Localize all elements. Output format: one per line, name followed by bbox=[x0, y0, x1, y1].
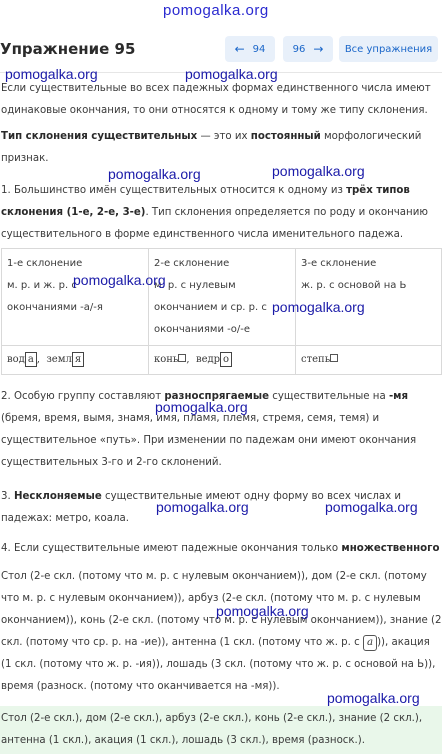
all-exercises-button[interactable] bbox=[339, 36, 438, 62]
site-watermark[interactable]: pomogalka.org bbox=[325, 499, 418, 515]
term-heteroclitic: разноспрягаемые bbox=[164, 391, 269, 402]
table-row bbox=[2, 249, 442, 346]
ending-box: о bbox=[220, 352, 232, 367]
site-watermark[interactable]: pomogalka.org bbox=[155, 399, 248, 415]
ending-box: я bbox=[72, 352, 84, 367]
site-watermark[interactable]: pomogalka.org bbox=[5, 66, 98, 82]
ending-box: а bbox=[25, 352, 37, 367]
rule-4-text-a: 4. Если существительные имеют падежные окончания только bbox=[1, 543, 342, 554]
next-exercise-button[interactable] bbox=[283, 36, 333, 62]
example-word-stem: земл bbox=[46, 354, 72, 365]
site-watermark[interactable]: pomogalka.org bbox=[327, 690, 420, 706]
intro-paragraph-1 bbox=[1, 78, 442, 122]
all-exercises-label: Все упражнения bbox=[344, 43, 433, 55]
example-word-stem: конь bbox=[154, 354, 179, 365]
zero-ending-box bbox=[330, 354, 338, 362]
arrow-right-icon: → bbox=[313, 42, 324, 56]
solution-text-b: )), акация (1 скл. (потому что ж. р. -ия)), лошадь (3 скл. (потому что ж. р. с основой на Ь)), время (разноск. (потому что оканчивается на -мя)). bbox=[1, 637, 436, 692]
solution-paragraph bbox=[1, 566, 442, 698]
table-header-2nd: 2-е склонение bbox=[154, 258, 230, 269]
example-word-stem: степь bbox=[301, 354, 331, 365]
table-header-1st: 1-е склонение bbox=[7, 258, 83, 269]
site-watermark[interactable]: pomogalka.org bbox=[272, 299, 365, 315]
site-watermark[interactable]: pomogalka.org bbox=[185, 66, 278, 82]
table-row bbox=[2, 346, 442, 375]
site-watermark[interactable]: pomogalka.org bbox=[272, 163, 365, 179]
exercise-header bbox=[0, 30, 442, 68]
declension-table bbox=[1, 248, 442, 375]
intro-text-2a: — это их bbox=[197, 131, 251, 142]
intro-text-1: Если существительные во всех падежных формах единственного числа имеют одинаковые окончания, то они относятся к одному и тому же типу склонения. bbox=[1, 83, 431, 116]
table-desc-2nd: м. р. с нулевым окончанием и ср. р. с окончаниями -о/-е bbox=[154, 280, 267, 335]
rule-2-text-b: существительные на bbox=[268, 391, 389, 402]
rule-1-text-a: 1. Большинство имён существительных относится к одному из bbox=[1, 185, 347, 196]
site-watermark[interactable]: pomogalka.org bbox=[156, 499, 249, 515]
rule-1-paragraph bbox=[1, 180, 442, 246]
term-permanent: постоянный bbox=[250, 131, 321, 142]
table-cell-1st bbox=[2, 249, 149, 346]
example-word-stem: ведр bbox=[195, 354, 221, 365]
rule-1-text-b: . Тип склонения определяется по роду и окончанию существительного в форме единственного числа именительного падежа. bbox=[1, 207, 428, 240]
term-indeclinable: Несклоняемые bbox=[13, 491, 102, 502]
answer-block bbox=[0, 706, 442, 754]
page-title: Упражнение 95 bbox=[0, 40, 136, 58]
example-cell-3rd bbox=[296, 346, 442, 375]
prev-exercise-label: 94 bbox=[252, 43, 266, 55]
letter-box: а bbox=[363, 635, 377, 651]
intro-paragraph-2 bbox=[1, 126, 442, 170]
term-three-types: трёх типов склонения (1-е, 2-е, 3-е) bbox=[1, 185, 410, 218]
rule-2-text-c: (бремя, время, вымя, знамя, имя, пламя, племя, стремя, семя, темя) и существительное «путь». При изменении по падежам они имеют окончания существительных 3-го и 2-го склонений. bbox=[1, 413, 417, 468]
example-cell-2nd: конь , ведр о bbox=[149, 346, 296, 375]
rule-3-text-b: существительные имеют одну форму во всех числах и падежах: метро, коала. bbox=[1, 491, 401, 524]
rule-3-text-a: 3. bbox=[1, 491, 14, 502]
site-watermark[interactable]: pomogalka.org bbox=[216, 603, 309, 619]
rule-2-text-a: 2. Особую группу составляют bbox=[1, 391, 165, 402]
rule-4-paragraph bbox=[1, 538, 442, 560]
next-exercise-label: 96 bbox=[292, 43, 306, 55]
site-watermark[interactable]: pomogalka.org bbox=[73, 272, 166, 288]
term-declension-type: Тип склонения существительных bbox=[1, 131, 198, 142]
table-header-3rd: 3-е склонение bbox=[301, 258, 377, 269]
table-cell-3rd bbox=[296, 249, 442, 346]
arrow-left-icon: ← bbox=[234, 42, 245, 56]
table-cell-2nd bbox=[149, 249, 296, 346]
example-cell-1st: вод а , земл я bbox=[2, 346, 149, 375]
prev-exercise-button[interactable] bbox=[225, 36, 275, 62]
site-watermark-top[interactable]: pomogalka.org bbox=[163, 2, 269, 19]
solution-text-a: Стол (2-е скл. (потому что м. р. с нулевым окончанием)), дом (2-е скл. (потому что м. р. с нулевым окончанием)), арбуз (2-е скл. (потому что м. р. с нулевым окончанием)), конь (2-е скл. (потому что м. р. с нулевым окончанием)), знание (2 скл. (потому что ср. р. на -ие)), антенна (1 скл. (потому что ж. р. с bbox=[1, 571, 442, 648]
term-plural-only: множественного bbox=[341, 543, 440, 554]
site-watermark[interactable]: pomogalka.org bbox=[108, 166, 201, 182]
answer-text: Стол (2-е скл.), дом (2-е скл.), арбуз (2-е скл.), конь (2-е скл.), знание (2 скл.), антенна (1 скл.), акация (1 скл.), лошадь (3 скл.), время (разноск.). bbox=[1, 713, 423, 746]
table-desc-1st: м. р. и ж. р. с окончаниями -а/-я bbox=[7, 280, 103, 313]
term-mya: -мя bbox=[388, 391, 409, 402]
intro-text-2b: морфологический признак. bbox=[1, 131, 422, 164]
example-word-stem: вод bbox=[7, 354, 25, 365]
zero-ending-box bbox=[178, 354, 186, 362]
table-desc-3rd: ж. р. с основой на Ь bbox=[301, 280, 407, 291]
